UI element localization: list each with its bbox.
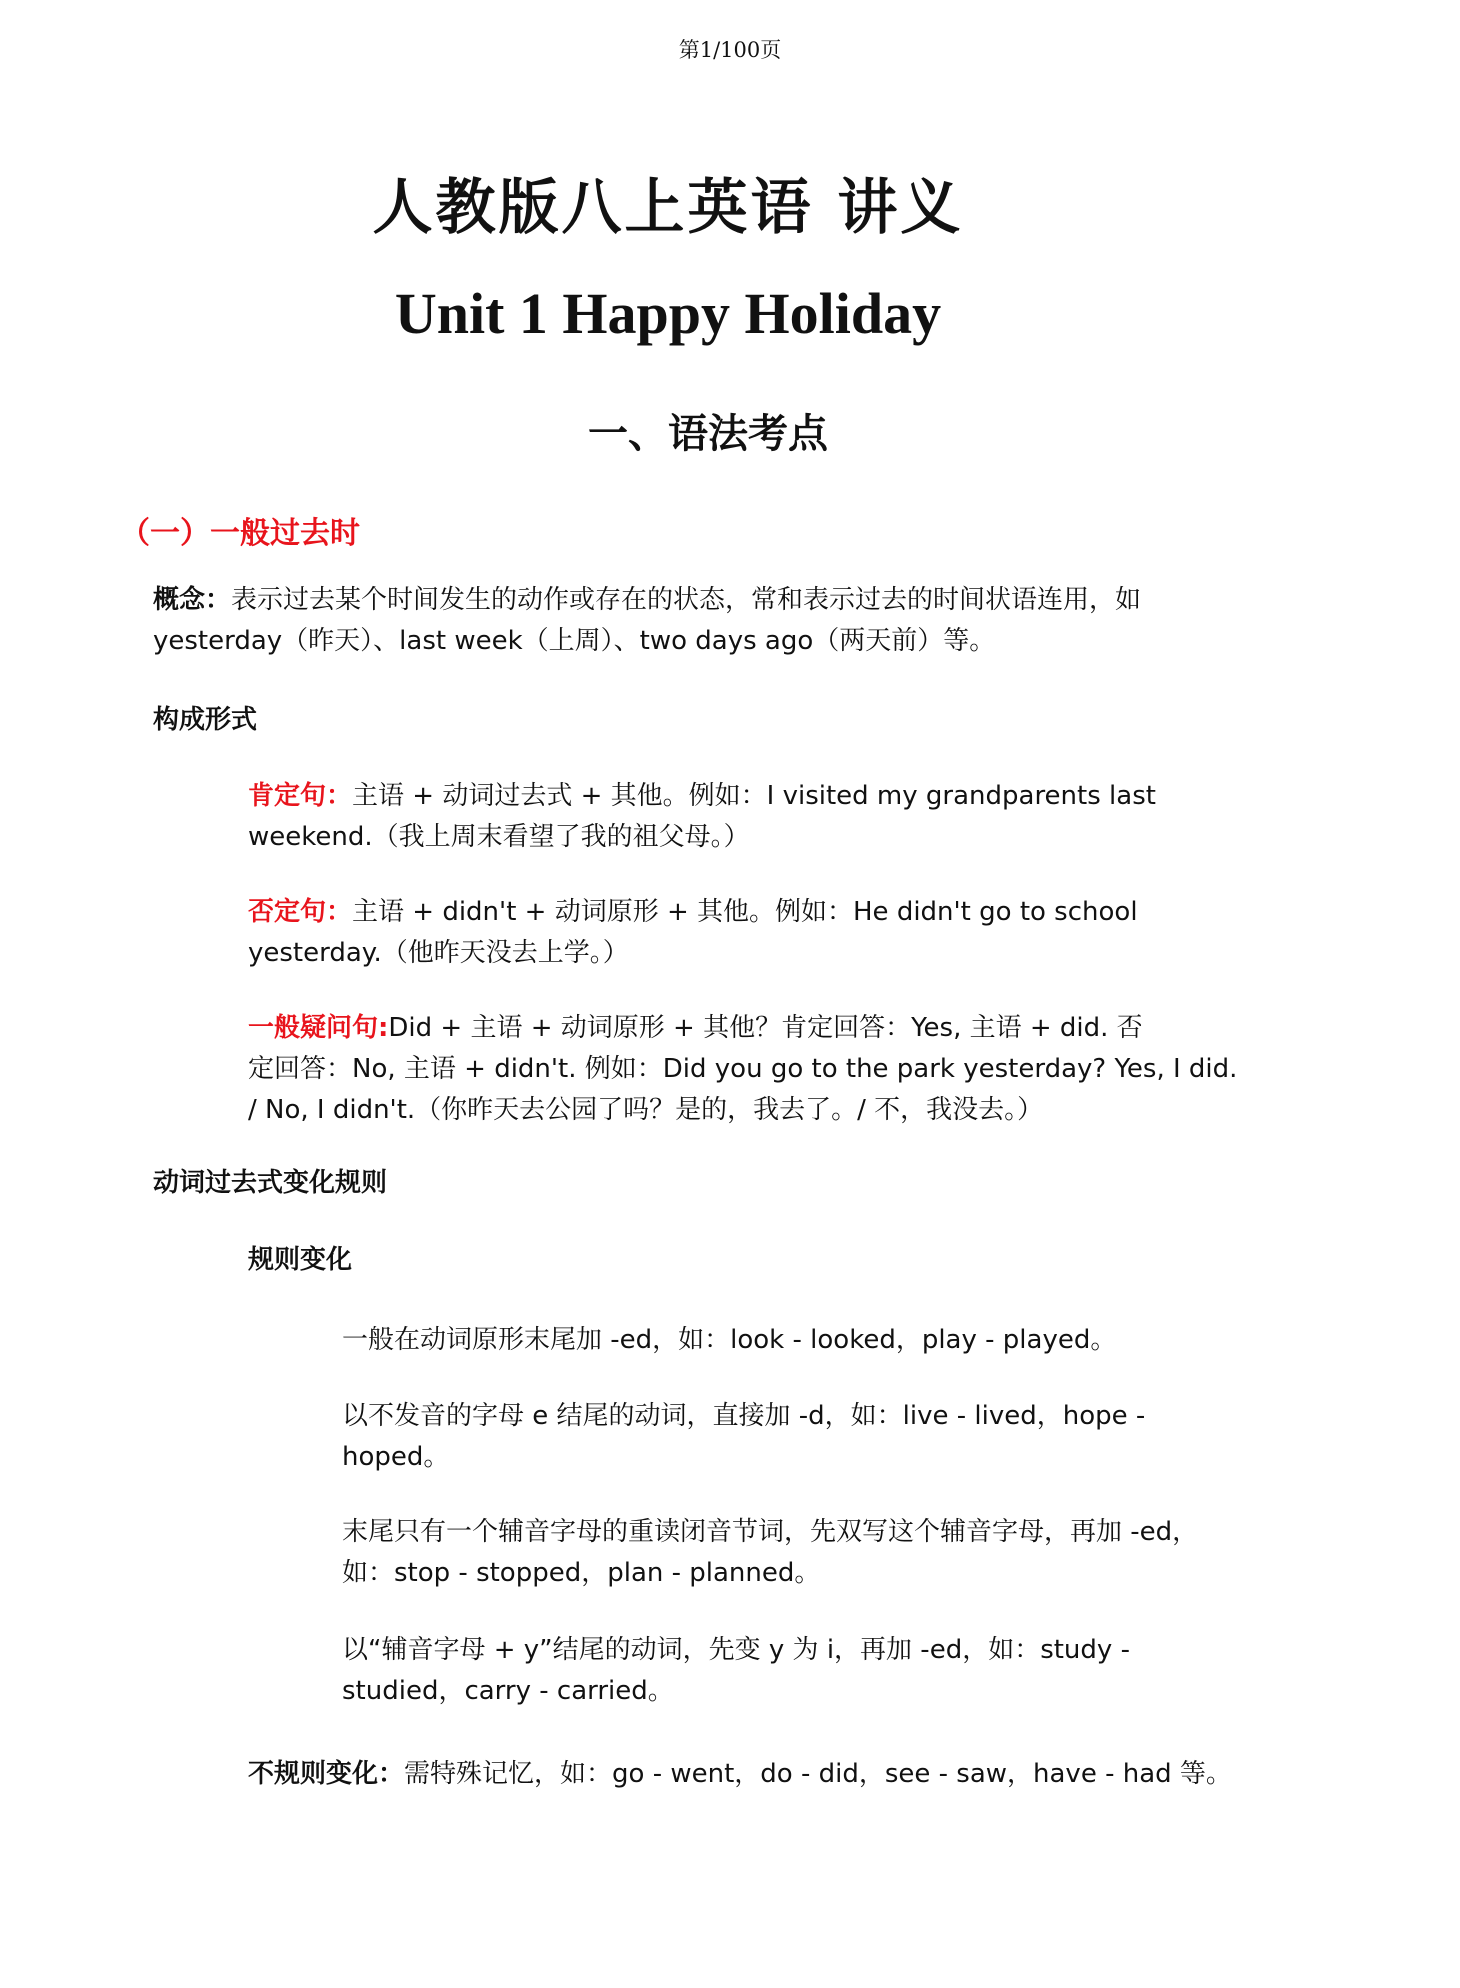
rules-heading: 动词过去式变化规则 (153, 1168, 388, 1198)
rule-3-line-1: 末尾只有一个辅音字母的重读闭音节词，先双写这个辅音字母，再加 -ed， (342, 1517, 1199, 1547)
document-title: 人教版八上英语 讲义 (372, 173, 964, 243)
rule-4-line-1: 以“辅音字母 + y”结尾的动词，先变 y 为 i，再加 -ed，如：study - (342, 1635, 1130, 1665)
concept-line-1 (153, 580, 1273, 621)
irregular-label: 不规则变化： (248, 1759, 405, 1789)
sub-heading-past-tense: （一）一般过去时 (120, 516, 360, 551)
rule-2 (342, 1396, 1302, 1478)
concept-line-2: yesterday（昨天）、last week（上周）、two days ago（两天前）等。 (153, 626, 996, 656)
irregular-text: 需特殊记忆，如：go - went，do - did，see - saw，have - had 等。 (404, 1759, 1232, 1789)
unit-title: Unit 1 Happy Holiday (394, 281, 942, 346)
affirmative-line-2: weekend.（我上周末看望了我的祖父母。） (248, 822, 750, 852)
section-title: 一、语法考点 (588, 410, 828, 457)
affirmative-paragraph (248, 776, 1278, 858)
concept-text: 表示过去某个时间发生的动作或存在的状态，常和表示过去的时间状语连用，如 (231, 585, 1142, 615)
regular-heading: 规则变化 (248, 1245, 353, 1275)
negative-text: 主语 + didn't + 动词原形 + 其他。例如：He didn't go to school (352, 897, 1138, 927)
affirmative-label: 肯定句： (248, 781, 353, 811)
negative-paragraph (248, 892, 1278, 974)
rule-4 (342, 1630, 1302, 1712)
rule-2-line-2: hoped。 (342, 1442, 450, 1472)
question-line-3: / No, I didn't.（你昨天去公园了吗？是的，我去了。/ 不，我没去。） (248, 1095, 1044, 1125)
negative-label: 否定句： (248, 897, 353, 927)
irregular-paragraph (248, 1754, 1298, 1795)
question-line-2: 定回答：No, 主语 + didn't. 例如：Did you go to the park yesterday? Yes, I did. (248, 1054, 1238, 1084)
page-number: 第1/100页 (678, 38, 782, 62)
negative-line-2: yesterday.（他昨天没去上学。） (248, 938, 629, 968)
concept-label: 概念： (153, 585, 232, 615)
negative-line-1 (248, 892, 1278, 933)
rule-1-line-1: 一般在动词原形末尾加 -ed，如：look - looked，play - played。 (342, 1325, 1117, 1355)
question-line-1 (248, 1008, 1288, 1049)
question-paragraph (248, 1008, 1288, 1131)
rule-3 (342, 1512, 1302, 1594)
question-text: Did + 主语 + 动词原形 + 其他？肯定回答：Yes, 主语 + did. 否 (388, 1013, 1143, 1043)
affirmative-line-1 (248, 776, 1278, 817)
rule-1 (342, 1320, 1302, 1361)
question-label: 一般疑问句: (248, 1013, 389, 1043)
rule-2-line-1: 以不发音的字母 e 结尾的动词，直接加 -d，如：live - lived，hope - (342, 1401, 1146, 1431)
concept-paragraph (153, 580, 1273, 662)
structure-heading: 构成形式 (153, 705, 258, 735)
affirmative-text: 主语 + 动词过去式 + 其他。例如：I visited my grandparents last (352, 781, 1156, 811)
rule-3-line-2: 如：stop - stopped，plan - planned。 (342, 1558, 821, 1588)
rule-4-line-2: studied，carry - carried。 (342, 1676, 674, 1706)
